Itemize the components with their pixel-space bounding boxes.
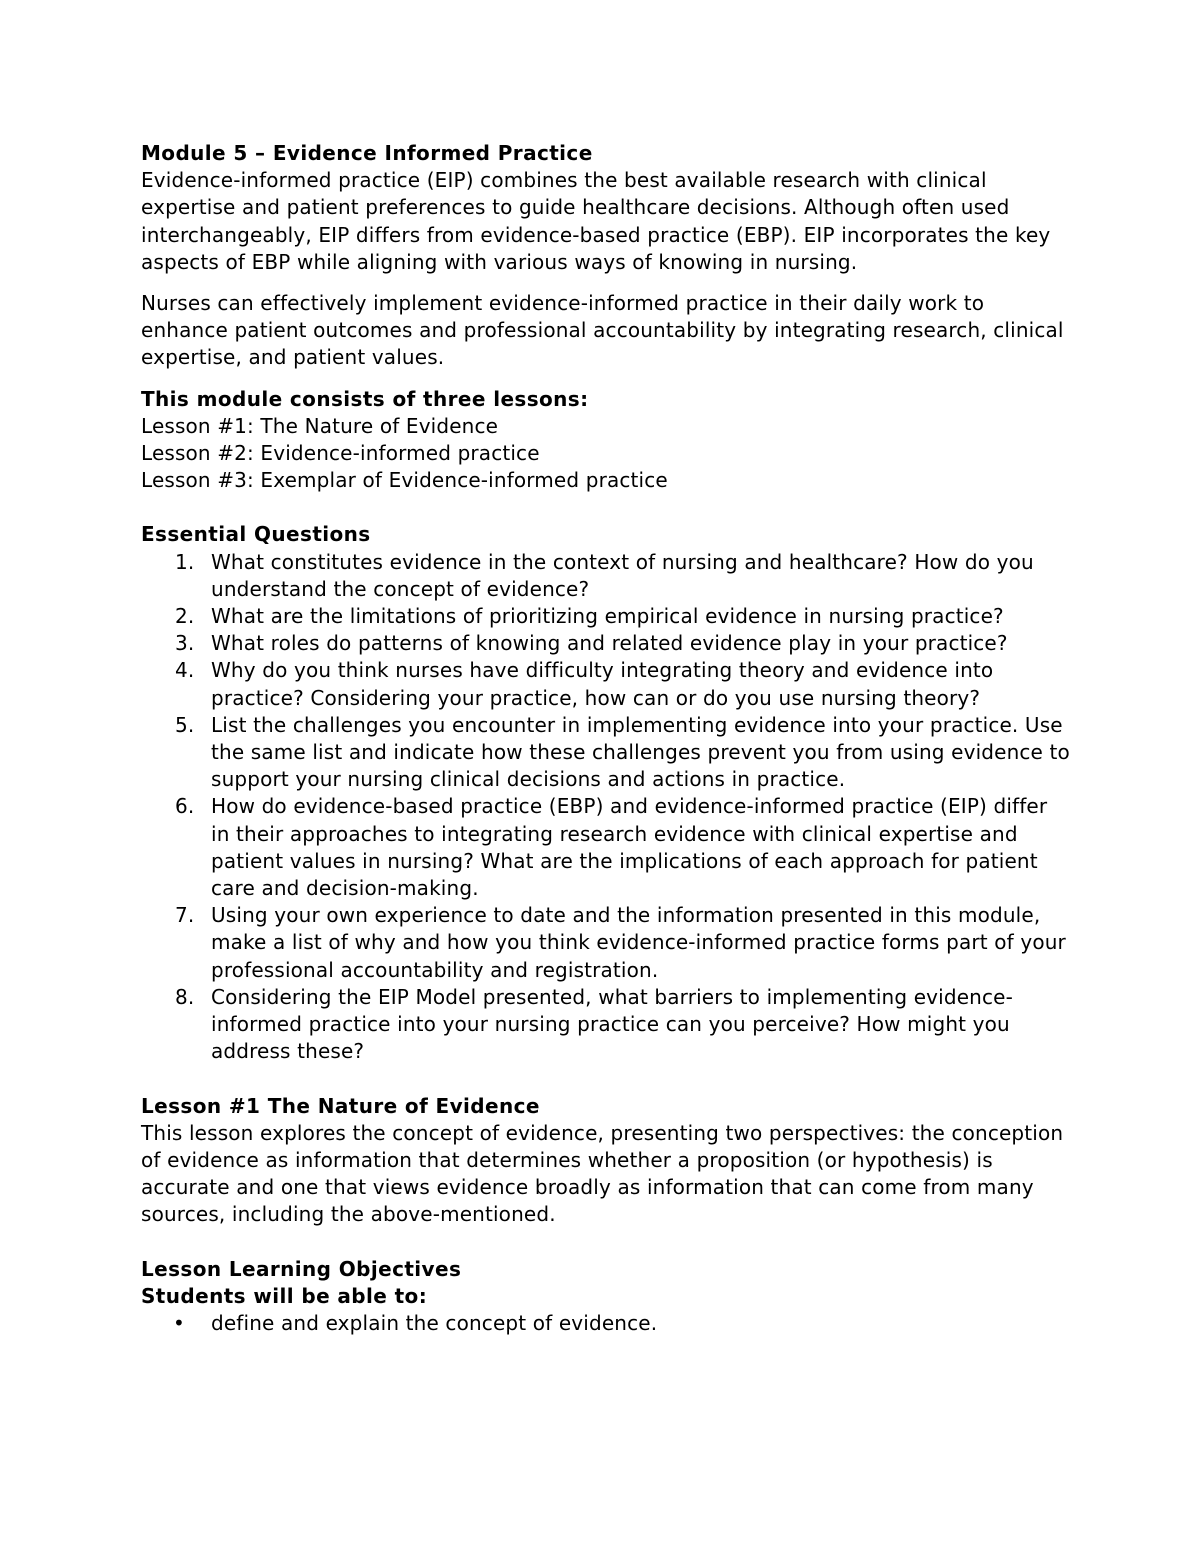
question-item: [141, 712, 1071, 794]
question-number: 5.: [175, 712, 195, 737]
question-item: [141, 549, 1071, 603]
objective-item: [141, 1310, 1071, 1337]
question-text: Considering the EIP Model presented, what barriers to implementing evidence-informed practice into your nursing practice can you perceive? How might you address these?: [211, 984, 1013, 1064]
question-number: 4.: [175, 658, 195, 683]
question-item: [141, 793, 1071, 902]
question-number: 1.: [175, 549, 195, 574]
lesson-list-item: Lesson #2: Evidence-informed practice: [141, 441, 540, 466]
question-text: Why do you think nurses have difficulty integrating theory and evidence into practice? Considering your practice, how can or do you use nursing theory?: [211, 658, 994, 710]
lesson-list-item: Lesson #1: The Nature of Evidence: [141, 413, 499, 438]
bullet-icon: •: [173, 1310, 185, 1335]
question-text: What are the limitations of prioritizing empirical evidence in nursing practice?: [211, 604, 1004, 629]
question-number: 8.: [175, 984, 195, 1009]
lesson1-heading: Lesson #1 The Nature of Evidence: [141, 1093, 540, 1118]
question-text: How do evidence-based practice (EBP) and evidence-informed practice (EIP) differ in their approaches to integrating research evidence with clinical expertise and patient values in nursing? What are the implications of each approach for patient care and decision-making.: [211, 794, 1048, 901]
question-text: Using your own experience to date and the information presented in this module, make a list of why and how you think evidence-informed practice forms part of your professional accountability and registration.: [211, 903, 1066, 982]
module-title: Module 5 – Evidence Informed Practice: [141, 141, 593, 165]
document-page: [141, 140, 1071, 1337]
question-number: 2.: [175, 604, 195, 629]
question-item: [141, 603, 1071, 630]
question-number: 7.: [175, 903, 195, 928]
question-text: List the challenges you encounter in implementing evidence into your practice. Use the same list and indicate how these challenges prevent you from using evidence to support your nursing clinical decisions and actions in practice.: [211, 712, 1070, 792]
essential-questions-list: [141, 549, 1071, 1066]
question-text: What roles do patterns of knowing and related evidence play in your practice?: [211, 631, 1008, 656]
intro-paragraph-1: Evidence-informed practice (EIP) combines the best available research with clinical expertise and patient preferences to guide healthcare decisions. Although often used interchangeably, EIP differs from evidence-based practice (EBP). EIP incorporates the key aspects of EBP while aligning with various ways of knowing in nursing.: [141, 168, 1051, 274]
lesson-list-item: Lesson #3: Exemplar of Evidence-informed practice: [141, 468, 668, 493]
question-item: [141, 984, 1071, 1066]
question-text: What constitutes evidence in the context of nursing and healthcare? How do you understand the concept of evidence?: [211, 549, 1034, 601]
objective-text: define and explain the concept of evidence.: [211, 1310, 658, 1335]
lesson1-body: This lesson explores the concept of evidence, presenting two perspectives: the conception of evidence as information that determines whether a proposition (or hypothesis) is accurate and one that views evidence broadly as information that can come from many sources, including the above-mentioned.: [141, 1120, 1064, 1227]
objectives-heading: Lesson Learning Objectives: [141, 1256, 462, 1281]
question-item: [141, 630, 1071, 657]
essential-questions-heading: Essential Questions: [141, 522, 371, 547]
intro-paragraph-2: Nurses can effectively implement evidence-informed practice in their daily work to enhance patient outcomes and professional accountability by integrating research, clinical expertise, and patient values.: [141, 291, 1064, 370]
objectives-subheading: Students will be able to:: [141, 1283, 428, 1308]
question-item: [141, 902, 1071, 984]
question-number: 6.: [175, 794, 195, 819]
lessons-heading: This module consists of three lessons:: [141, 386, 589, 411]
objectives-list: [141, 1310, 1071, 1337]
question-item: [141, 657, 1071, 711]
question-number: 3.: [175, 631, 195, 656]
